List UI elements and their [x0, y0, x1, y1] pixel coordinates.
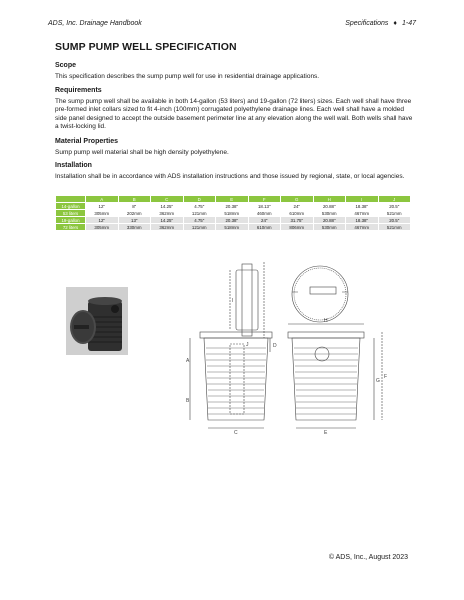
- lid-top-view: [292, 266, 348, 322]
- table-row: [56, 210, 411, 217]
- table-cell: 20.5": [378, 217, 411, 224]
- material-text: Sump pump well material shall be high density polyethylene.: [55, 148, 229, 156]
- requirements-section: [55, 87, 415, 132]
- row-label: 72 liters: [56, 224, 86, 231]
- table-cell: 530mm: [313, 224, 346, 231]
- installation-text: Installation shall be in accordance with ADS installation instructions and those issued by regional, state, or local agencies.: [55, 172, 405, 180]
- table-cell: 20.38": [216, 217, 249, 224]
- page-title: SUMP PUMP WELL SPECIFICATION: [55, 41, 237, 53]
- scope-section: [55, 62, 415, 81]
- column-header: A: [86, 196, 119, 203]
- table-cell: 460mm: [248, 210, 281, 217]
- table-cell: 521mm: [378, 210, 411, 217]
- row-label: 19-gallon: [56, 217, 86, 224]
- column-header: D: [183, 196, 216, 203]
- table-cell: 610mm: [248, 224, 281, 231]
- table-cell: 20.88": [313, 217, 346, 224]
- table-cell: 24": [281, 203, 314, 210]
- column-header: B: [118, 196, 151, 203]
- row-label: 53 liters: [56, 210, 86, 217]
- table-cell: 362mm: [151, 224, 184, 231]
- column-header: J: [378, 196, 411, 203]
- dim-label-d: D: [273, 343, 277, 349]
- column-header: G: [281, 196, 314, 203]
- table-cell: 610mm: [281, 210, 314, 217]
- table-cell: 18.38": [346, 217, 379, 224]
- table-cell: 18.38": [346, 203, 379, 210]
- installation-heading: Installation: [55, 162, 92, 169]
- technical-drawings: [170, 252, 410, 442]
- lid-side-view: [230, 262, 264, 338]
- page-header: [48, 16, 416, 30]
- table-cell: 18.13": [248, 203, 281, 210]
- dim-label-c: C: [234, 430, 238, 436]
- scope-heading: Scope: [55, 62, 77, 69]
- table-row: [56, 217, 411, 224]
- table-cell: 518mm: [216, 210, 249, 217]
- page-number: 1-47: [401, 19, 416, 27]
- header-right: [345, 20, 416, 27]
- table-row: [56, 203, 411, 210]
- table-cell: 305mm: [86, 224, 119, 231]
- table-cell: 121mm: [183, 224, 216, 231]
- table-cell: 4.75": [183, 217, 216, 224]
- table-cell: 530mm: [313, 210, 346, 217]
- row-label: 14-gallon: [56, 203, 86, 210]
- column-header: H: [313, 196, 346, 203]
- dim-label-j: J: [246, 342, 249, 348]
- table-cell: 518mm: [216, 224, 249, 231]
- table-cell: 362mm: [151, 210, 184, 217]
- installation-section: [55, 162, 415, 181]
- table-cell: 20.38": [216, 203, 249, 210]
- table-cell: 14.25": [151, 203, 184, 210]
- table-cell: 521mm: [378, 224, 411, 231]
- table-cell: 8": [118, 203, 151, 210]
- table-cell: 13": [118, 217, 151, 224]
- dim-label-g: G: [376, 378, 380, 384]
- table-corner: [56, 196, 86, 203]
- product-photo: [66, 287, 128, 355]
- table-cell: 12": [86, 217, 119, 224]
- material-heading: Material Properties: [55, 138, 119, 145]
- column-header: I: [346, 196, 379, 203]
- table-cell: 121mm: [183, 210, 216, 217]
- dim-label-h: H: [324, 318, 328, 324]
- dim-label-e: E: [324, 430, 328, 436]
- table-cell: 305mm: [86, 210, 119, 217]
- dim-label-f: F: [384, 374, 388, 380]
- scope-text: This specification describes the sump pump well for use in residential drainage applications.: [55, 72, 320, 80]
- requirements-text: The sump pump well shall be available in both 14-gallon (53 liters) and 19-gallon (72 liters) sizes. Each well shall have three pre-formed inlet collars sized to fit 4-inch (100mm) corrugated polyethylene drainage lines. Each well shall have a molded side panel designed to accept the outside basement perimeter line at any elevation along the well wall. Both wells shall have a twist-locking lid.: [55, 97, 413, 131]
- table-cell: 467mm: [346, 210, 379, 217]
- well-lid: [70, 310, 96, 344]
- table-cell: 806mm: [281, 224, 314, 231]
- column-header: F: [248, 196, 281, 203]
- column-header: E: [216, 196, 249, 203]
- table-cell: 31.75": [281, 217, 314, 224]
- material-section: [55, 138, 415, 157]
- table-cell: 12": [86, 203, 119, 210]
- table-cell: 467mm: [346, 224, 379, 231]
- table-cell: 4.75": [183, 203, 216, 210]
- table-header-row: [56, 196, 411, 203]
- dimension-table: [55, 195, 411, 231]
- table-cell: 20.5": [378, 203, 411, 210]
- table-row: [56, 224, 411, 231]
- table-cell: 330mm: [118, 224, 151, 231]
- footer-copyright: © ADS, Inc., August 2023: [328, 554, 408, 561]
- handbook-title: ADS, Inc. Drainage Handbook: [48, 19, 142, 27]
- column-header: C: [151, 196, 184, 203]
- well-elevation-left: [190, 332, 272, 428]
- requirements-heading: Requirements: [55, 87, 102, 94]
- table-cell: 24": [248, 217, 281, 224]
- well-elevation-right: [288, 324, 382, 428]
- dim-label-i: I: [232, 298, 234, 304]
- table-cell: 20.88": [313, 203, 346, 210]
- section-name: Specifications: [345, 19, 389, 27]
- table-cell: 202mm: [118, 210, 151, 217]
- table-cell: 14.25": [151, 217, 184, 224]
- dim-label-b: B: [186, 398, 190, 404]
- diamond-icon: ♦: [393, 19, 397, 27]
- dim-label-a: A: [186, 358, 190, 364]
